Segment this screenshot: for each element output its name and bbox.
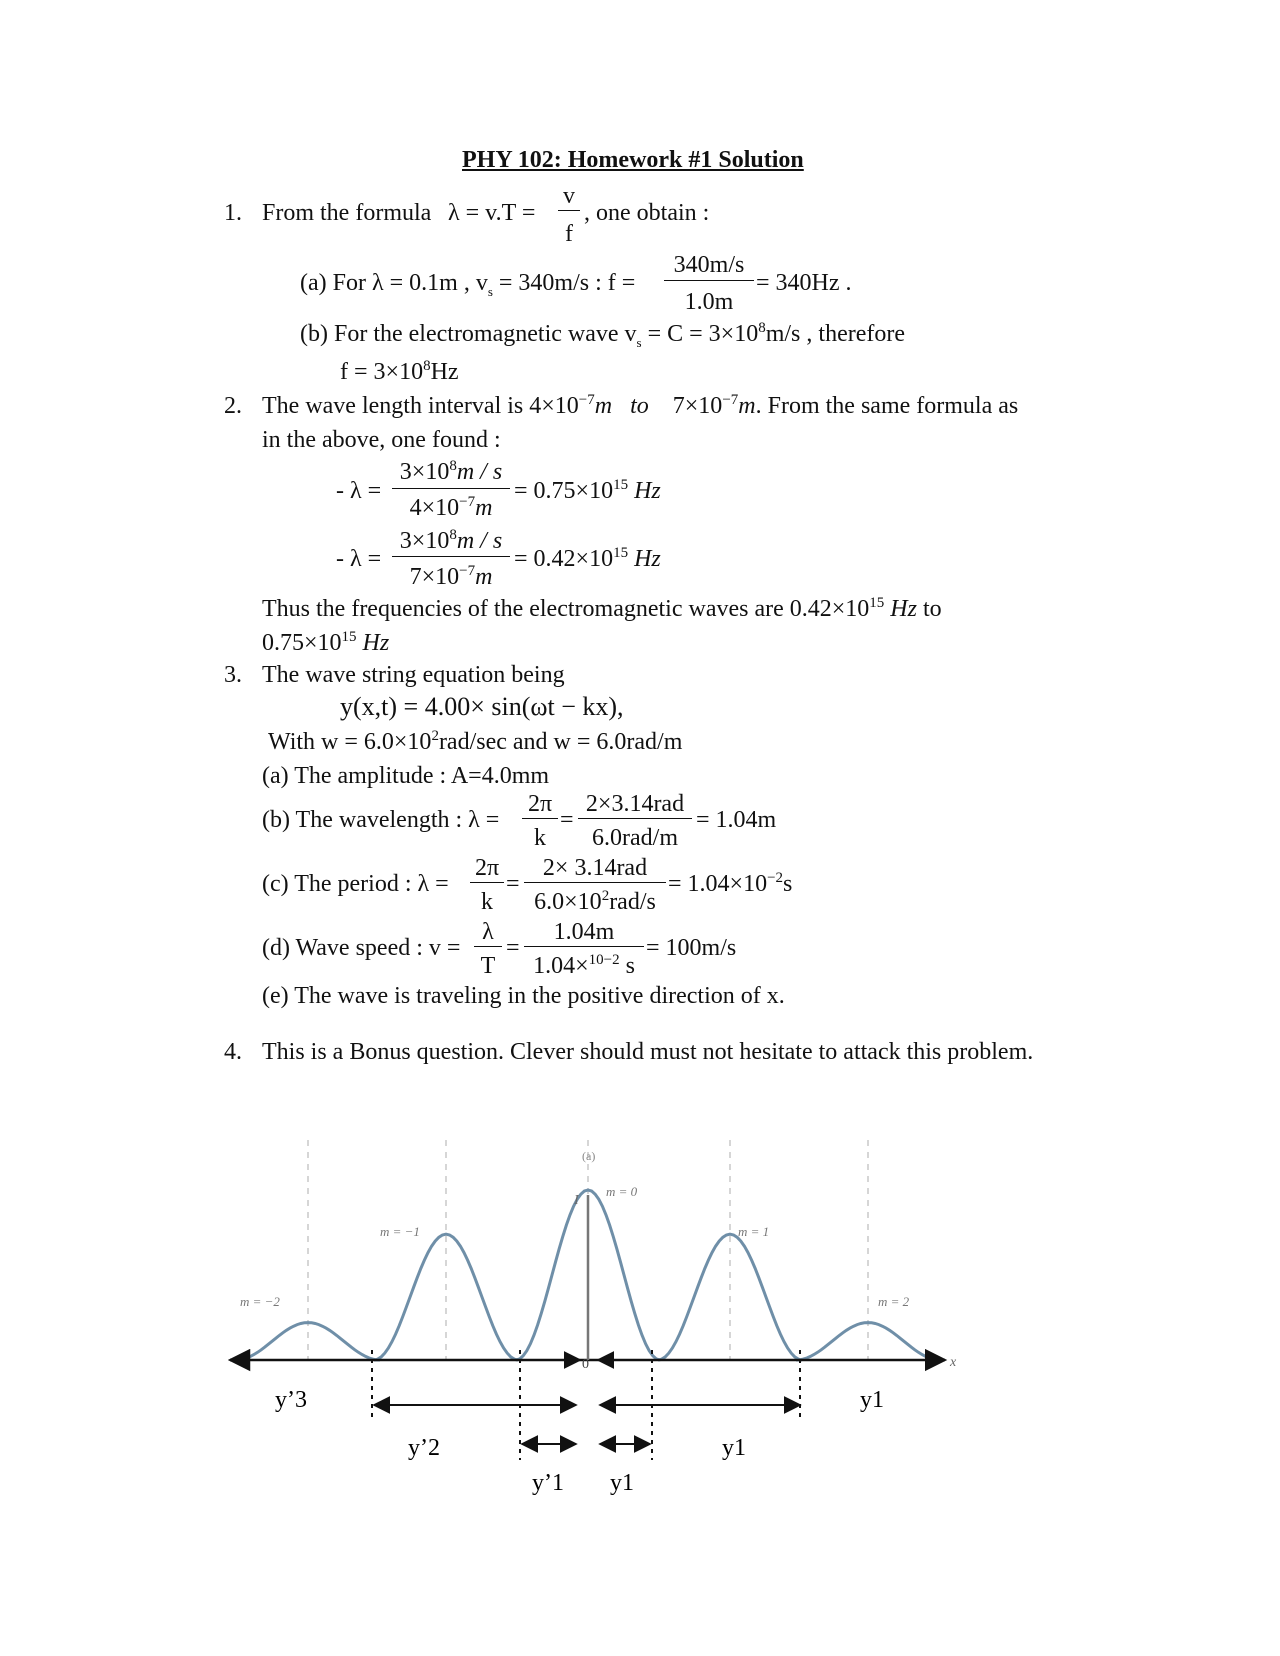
q3-intro: The wave string equation being bbox=[262, 662, 565, 688]
q3c-lhs: (c) The period : λ = bbox=[262, 871, 449, 897]
q2-eq1-num: $3\times 10^8m / s$ bbox=[399, 458, 503, 485]
q1a-label: (a) For λ = 0.1m , v bbox=[300, 270, 488, 296]
q2-line1: The wave length interval is $4\times 10^{-7}m$ to $7\times 10^{-7}m$. From the same formula as bbox=[262, 392, 1019, 419]
q3d-result: = 100m/s bbox=[646, 935, 737, 961]
q3b-eq: = bbox=[560, 807, 574, 833]
q1-frac-den: f bbox=[565, 221, 573, 247]
q3b-lhs: (b) The wavelength : λ = bbox=[262, 807, 500, 833]
question-number-3: 3. bbox=[224, 662, 242, 688]
q2-eq1-result: = $0.75\times 10^{15}$ Hz bbox=[514, 477, 661, 504]
q3b-den2: 6.0rad/m bbox=[592, 825, 678, 851]
q3b-num2: 2×3.14rad bbox=[585, 791, 685, 817]
q3e: (e) The wave is traveling in the positive direction of x. bbox=[262, 983, 785, 1009]
q3c-result: = $1.04\times 10^{-2}s$ bbox=[668, 870, 793, 897]
q3d-eq: = bbox=[506, 935, 520, 961]
q3d-lhs: (d) Wave speed : v = bbox=[262, 935, 461, 961]
q3d-den2: 1.04×$^{10-2}$ s bbox=[533, 952, 635, 979]
question-number-4: 4. bbox=[224, 1039, 242, 1065]
peak-label: m = 2 bbox=[878, 1294, 910, 1309]
peak-label: m = 0 bbox=[606, 1184, 638, 1199]
y-axis-label: I bbox=[574, 1193, 579, 1208]
q3d-num2: 1.04m bbox=[553, 919, 615, 945]
label-y1-prime: y’1 bbox=[532, 1470, 564, 1496]
q2-eq2-result: = $0.42\times 10^{15}$ Hz bbox=[514, 545, 661, 572]
q2-eq2-num: $3\times 10^8m / s$ bbox=[399, 527, 503, 554]
origin-label: 0 bbox=[582, 1357, 589, 1372]
question-number-1: 1. bbox=[224, 200, 242, 226]
x-axis-label: x bbox=[950, 1355, 957, 1370]
q3d-num1: λ bbox=[482, 919, 494, 945]
label-y1-mid: y1 bbox=[722, 1435, 746, 1461]
q3b-result: = 1.04m bbox=[696, 807, 777, 833]
q1-frac-num: v bbox=[563, 183, 575, 209]
q3c-den1: k bbox=[481, 889, 493, 915]
q2-line2: in the above, one found : bbox=[262, 427, 501, 453]
q2-eq2-den: $7\times 10^{-7}m$ bbox=[409, 563, 493, 590]
q3b-num1: 2π bbox=[527, 791, 553, 817]
q1a-den: 1.0m bbox=[684, 289, 734, 315]
question-number-2: 2. bbox=[224, 393, 242, 419]
label-y2-prime: y’2 bbox=[408, 1435, 440, 1461]
q1-formula-lhs: λ = v.T = bbox=[448, 200, 536, 226]
peak-label: m = −1 bbox=[380, 1224, 420, 1239]
page-title: PHY 102: Homework #1 Solution bbox=[462, 147, 804, 173]
q1a-result: = 340Hz . bbox=[756, 270, 852, 296]
label-y1-right: y1 bbox=[860, 1387, 884, 1413]
q1b-text: (b) For the electromagnetic wave $v_s = C = 3\times 10^8m/s$ , therefore bbox=[300, 320, 905, 350]
q1a-num: 340m/s bbox=[673, 252, 745, 278]
label-y3-prime: y’3 bbox=[275, 1387, 307, 1413]
q1b-result: $f = 3\times 10^8Hz$ bbox=[340, 358, 459, 385]
q3-with: With $w = 6.0\times 10^2rad/\sec$ and w = 6.0rad/m bbox=[268, 728, 683, 755]
panel-label: (a) bbox=[582, 1149, 596, 1163]
intensity-curve bbox=[230, 1190, 940, 1360]
q1a-mid: = 340m/s : f = bbox=[498, 270, 636, 296]
q4-text: This is a Bonus question. Clever should must not hesitate to attack this problem. bbox=[262, 1039, 1034, 1065]
q2-eq2-lhs: - λ = bbox=[336, 546, 382, 572]
q1-intro-text: From the formula bbox=[262, 200, 432, 226]
peak-label: m = 1 bbox=[738, 1224, 770, 1239]
q2-eq1-lhs: - λ = bbox=[336, 478, 382, 504]
q3c-den2: $6.0\times 10^2rad/s$ bbox=[534, 888, 656, 915]
q3d-den1: T bbox=[480, 953, 496, 979]
q2-eq1-den: $4\times 10^{-7}m$ bbox=[409, 494, 493, 521]
q3c-num2: 2× 3.14rad bbox=[542, 855, 648, 881]
peak-label: m = −2 bbox=[240, 1294, 280, 1309]
q3c-eq: = bbox=[506, 871, 520, 897]
q2-thus-line2: $0.75\times 10^{15}$ Hz bbox=[262, 629, 390, 656]
q3a: (a) The amplitude : A=4.0mm bbox=[262, 763, 550, 789]
q3c-num1: 2π bbox=[474, 855, 500, 881]
q1a-sub: s bbox=[487, 283, 493, 299]
label-y1-small: y1 bbox=[610, 1470, 634, 1496]
q3-equation: y(x,t) = 4.00× sin(ωt − kx), bbox=[340, 692, 624, 721]
q3b-den1: k bbox=[534, 825, 546, 851]
q1-intro-end: , one obtain : bbox=[584, 200, 710, 226]
q2-thus-line1: Thus the frequencies of the electromagnetic waves are $0.42\times 10^{15}$ Hz to bbox=[262, 595, 942, 622]
